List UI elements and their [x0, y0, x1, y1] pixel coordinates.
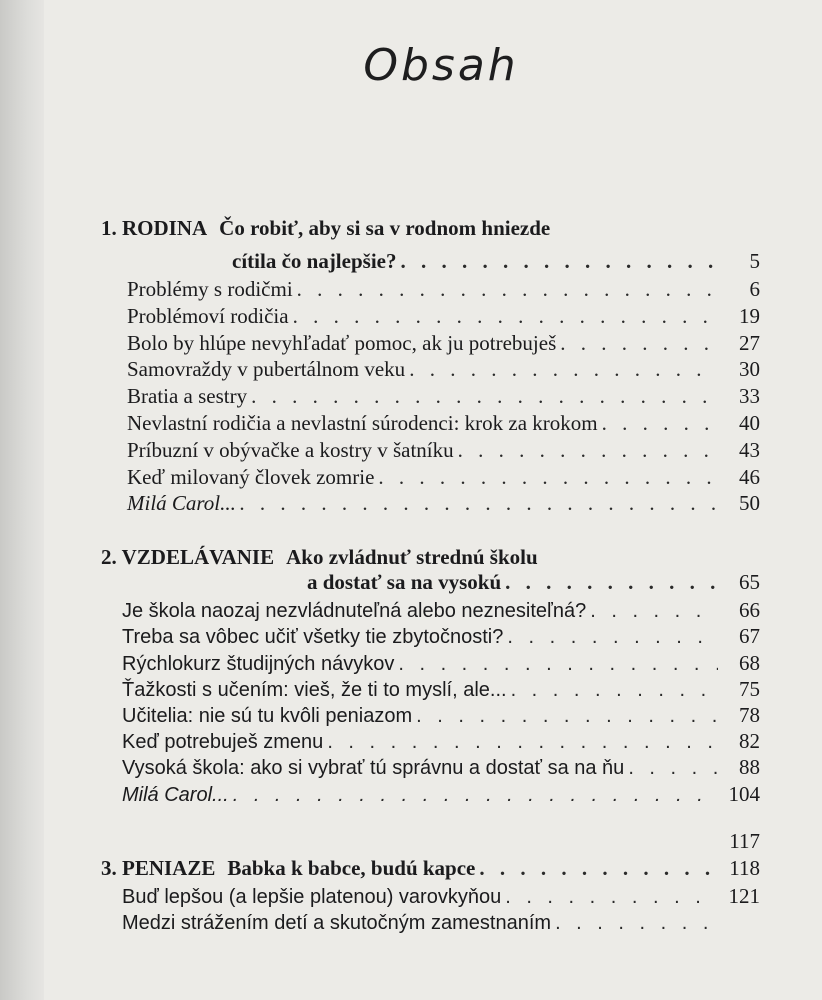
- entry-title: Ťažkosti s učením: vieš, že ti to myslí, ale...: [122, 679, 507, 701]
- entry-title: Rýchlokurz študijných návykov: [122, 653, 395, 675]
- page-number: 88: [739, 755, 760, 779]
- leader-dots: [505, 569, 718, 595]
- entry-title: Je škola naozaj nezvládnuteľná alebo neznesiteľná?: [122, 600, 587, 622]
- entry-title: Milá Carol...: [122, 784, 229, 806]
- section-number: 1. RODINA: [101, 216, 208, 240]
- toc-entry: [122, 728, 760, 755]
- page-number: 46: [739, 465, 760, 489]
- entry-title: Medzi strážením detí a skutočným zamestnaním: [122, 912, 552, 934]
- leader-dots: [233, 782, 718, 808]
- page-number: 27: [739, 331, 760, 355]
- toc-entry: [122, 910, 760, 936]
- entry-title: Problémoví rodičia: [127, 304, 289, 328]
- page-number: 117: [729, 829, 760, 853]
- entry-title: Buď lepšou (a lepšie platenou) varovkyňou: [122, 886, 502, 908]
- page-number: 6: [749, 277, 760, 301]
- section-title-line2: cítila čo najlepšie?: [232, 249, 397, 273]
- entry-title: Milá Carol...: [127, 491, 236, 515]
- entry-title: Samovraždy v pubertálnom veku: [127, 357, 406, 381]
- leader-dots: [602, 410, 718, 436]
- leader-dots: [297, 276, 718, 302]
- entry-title: Treba sa vôbec učiť všetky tie zbytočnosti?: [122, 626, 504, 648]
- toc-entry: [127, 330, 760, 356]
- page-number: 43: [739, 438, 760, 462]
- section-title-line2: a dostať sa na vysokú: [307, 570, 502, 594]
- page-number: 82: [739, 729, 760, 753]
- page-title: Obsah: [363, 40, 519, 91]
- leader-dots: [409, 356, 718, 382]
- leader-dots: [251, 383, 718, 409]
- section-heading-rodina: [101, 215, 761, 241]
- page-number: 5: [749, 249, 760, 273]
- toc-entry: [127, 464, 760, 490]
- toc-entry: [122, 650, 760, 677]
- section-number: 3. PENIAZE: [101, 856, 216, 880]
- entry-title: Nevlastní rodičia a nevlastní súrodenci: krok za krokom: [127, 411, 598, 435]
- page-number: 67: [739, 624, 760, 648]
- leader-dots: [400, 248, 718, 274]
- page-number: 50: [739, 491, 760, 515]
- page-number: 33: [739, 384, 760, 408]
- toc-entry: [127, 356, 760, 382]
- entry-title: Učitelia: nie sú tu kvôli peniazom: [122, 705, 413, 727]
- page-number: 65: [739, 570, 760, 594]
- toc-entry: [127, 383, 760, 409]
- toc-entry: [122, 623, 760, 650]
- toc-entry: [127, 437, 760, 463]
- page-number: 118: [729, 856, 760, 880]
- leader-dots: [416, 703, 718, 729]
- toc-entry: [127, 410, 760, 436]
- section-heading-peniaze: [101, 855, 760, 881]
- toc-entry: [127, 490, 760, 516]
- toc-entry: [122, 702, 760, 729]
- toc-entry: [232, 248, 760, 274]
- leader-dots: [479, 855, 718, 881]
- page-number: 78: [739, 703, 760, 727]
- leader-dots: [590, 598, 718, 624]
- page-number: 68: [739, 651, 760, 675]
- entry-title: Bolo by hlúpe nevyhľadať pomoc, ak ju potrebuješ: [127, 331, 557, 355]
- section-title-line1: Čo robiť, aby si sa v rodnom hniezde: [219, 216, 551, 240]
- entry-title: Keď potrebuješ zmenu: [122, 731, 324, 753]
- page-number: 75: [739, 677, 760, 701]
- entry-title: Problémy s rodičmi: [127, 277, 293, 301]
- toc-entry: [122, 597, 760, 624]
- leader-dots: [240, 490, 718, 516]
- toc-entry: [127, 276, 760, 302]
- toc-entry: [127, 303, 760, 329]
- entry-title: Bratia a sestry: [127, 384, 248, 408]
- page-number: 66: [739, 598, 760, 622]
- entry-title: Príbuzní v obývačke a kostry v šatníku: [127, 438, 454, 462]
- leader-dots: [511, 677, 718, 703]
- page-number: 104: [728, 782, 760, 806]
- entry-title: Keď milovaný človek zomrie: [127, 465, 375, 489]
- section-number: 2. VZDELÁVANIE: [101, 545, 275, 569]
- section-title-line1: Ako zvládnuť strednú školu: [286, 545, 538, 569]
- leader-dots: [628, 755, 718, 781]
- page-number: 40: [739, 411, 760, 435]
- page-number: 121: [728, 884, 760, 908]
- leader-dots: [327, 729, 718, 755]
- leader-dots: [458, 437, 718, 463]
- leader-dots: [378, 464, 718, 490]
- leader-dots: [398, 651, 718, 677]
- page-number: 30: [739, 357, 760, 381]
- section-title-line1: Babka k babce, budú kapce: [227, 856, 476, 880]
- leader-dots: [293, 303, 718, 329]
- section-heading-vzdelavanie: [101, 544, 761, 570]
- leader-dots: [505, 884, 718, 910]
- toc-entry: [122, 883, 760, 910]
- entry-title: Vysoká škola: ako si vybrať tú správnu a dostať sa na ňu: [122, 757, 625, 779]
- toc-entry: [122, 781, 760, 808]
- toc-entry: [122, 676, 760, 703]
- leader-dots: [507, 624, 718, 650]
- leader-dots: [555, 910, 718, 936]
- toc-entry: [122, 754, 760, 781]
- leader-dots: [560, 330, 718, 356]
- page-number: 19: [739, 304, 760, 328]
- toc-entry: [307, 569, 760, 595]
